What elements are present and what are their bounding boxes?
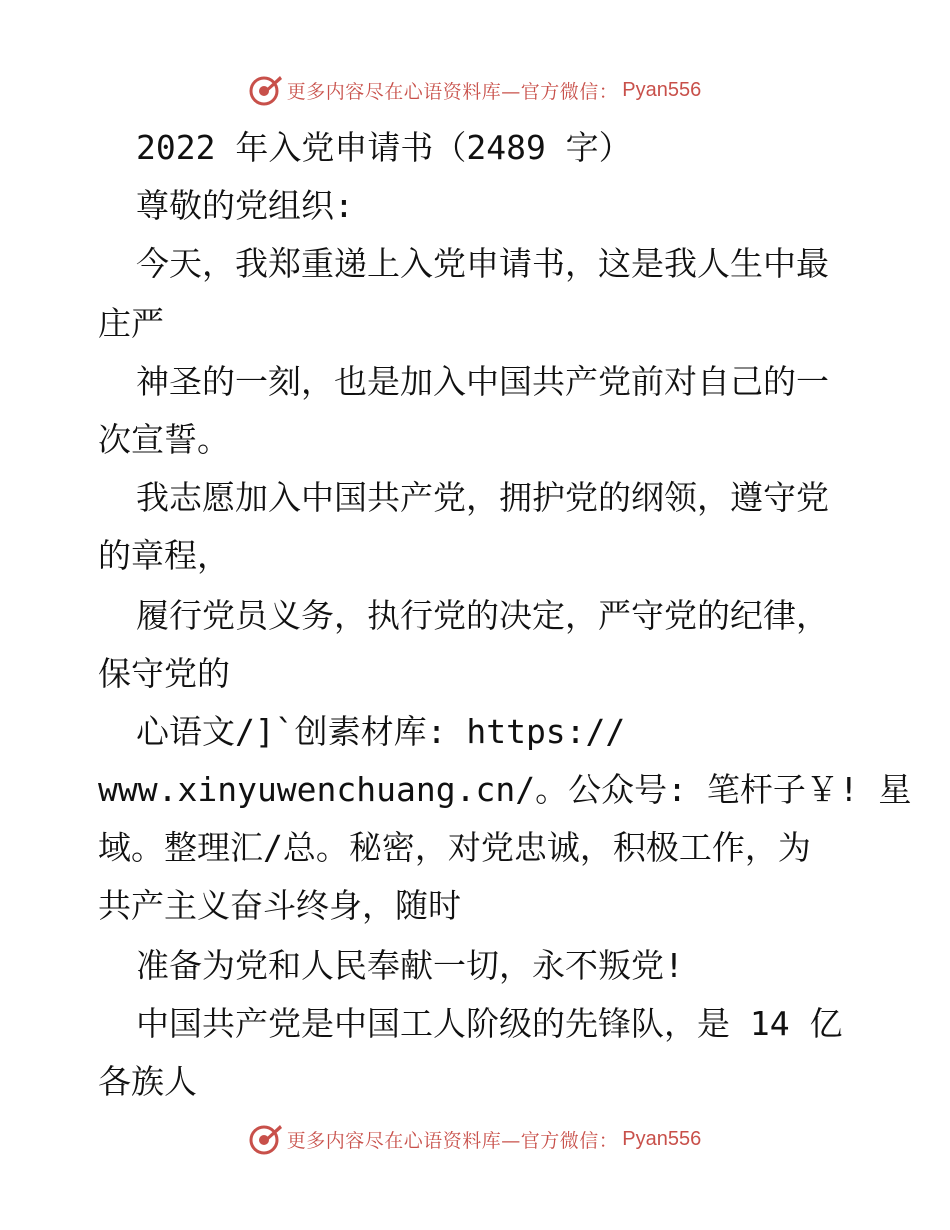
paragraph-line: 的章程， [98,536,230,575]
paragraph-line: 保守党的 [98,654,230,693]
paragraph-line: 心语文/]`创素材库: https:// [136,712,626,751]
pen-logo-icon [249,1122,283,1156]
banner-text: 更多内容尽在心语资料库—官方微信： [286,1129,619,1152]
paragraph-line: 域。整理汇/总。秘密，对党忠诚，积极工作，为 [98,828,811,867]
paragraph-line: 今天，我郑重递上入党申请书，这是我人生中最 [136,244,829,283]
paragraph-line: 中国共产党是中国工人阶级的先锋队，是 14 亿 [136,1004,843,1043]
wechat-id: Pyan556 [622,1127,702,1150]
salutation: 尊敬的党组织: [136,186,354,225]
banner-text: 更多内容尽在心语资料库—官方微信： [286,80,619,103]
paragraph-line: 次宣誓。 [98,420,230,459]
paragraph-line: 各族人 [98,1062,197,1101]
paragraph-line: 共产主义奋斗终身，随时 [98,886,461,925]
paragraph-line: 准备为党和人民奉献一切，永不叛党! [136,946,684,985]
footer-banner [0,1119,950,1159]
paragraph-line: 我志愿加入中国共产党，拥护党的纲领，遵守党 [136,478,829,517]
paragraph-line: 神圣的一刻，也是加入中国共产党前对自己的一 [136,362,829,401]
wechat-id: Pyan556 [622,78,702,101]
paragraph-line: 庄严 [98,304,164,343]
paragraph-line: 履行党员义务，执行党的决定，严守党的纪律， [136,596,829,635]
paragraph-line: www.xinyuwenchuang.cn/。公众号: 笔杆子￥! 星 [98,770,912,809]
document-title: 2022 年入党申请书（2489 字） [136,128,632,167]
